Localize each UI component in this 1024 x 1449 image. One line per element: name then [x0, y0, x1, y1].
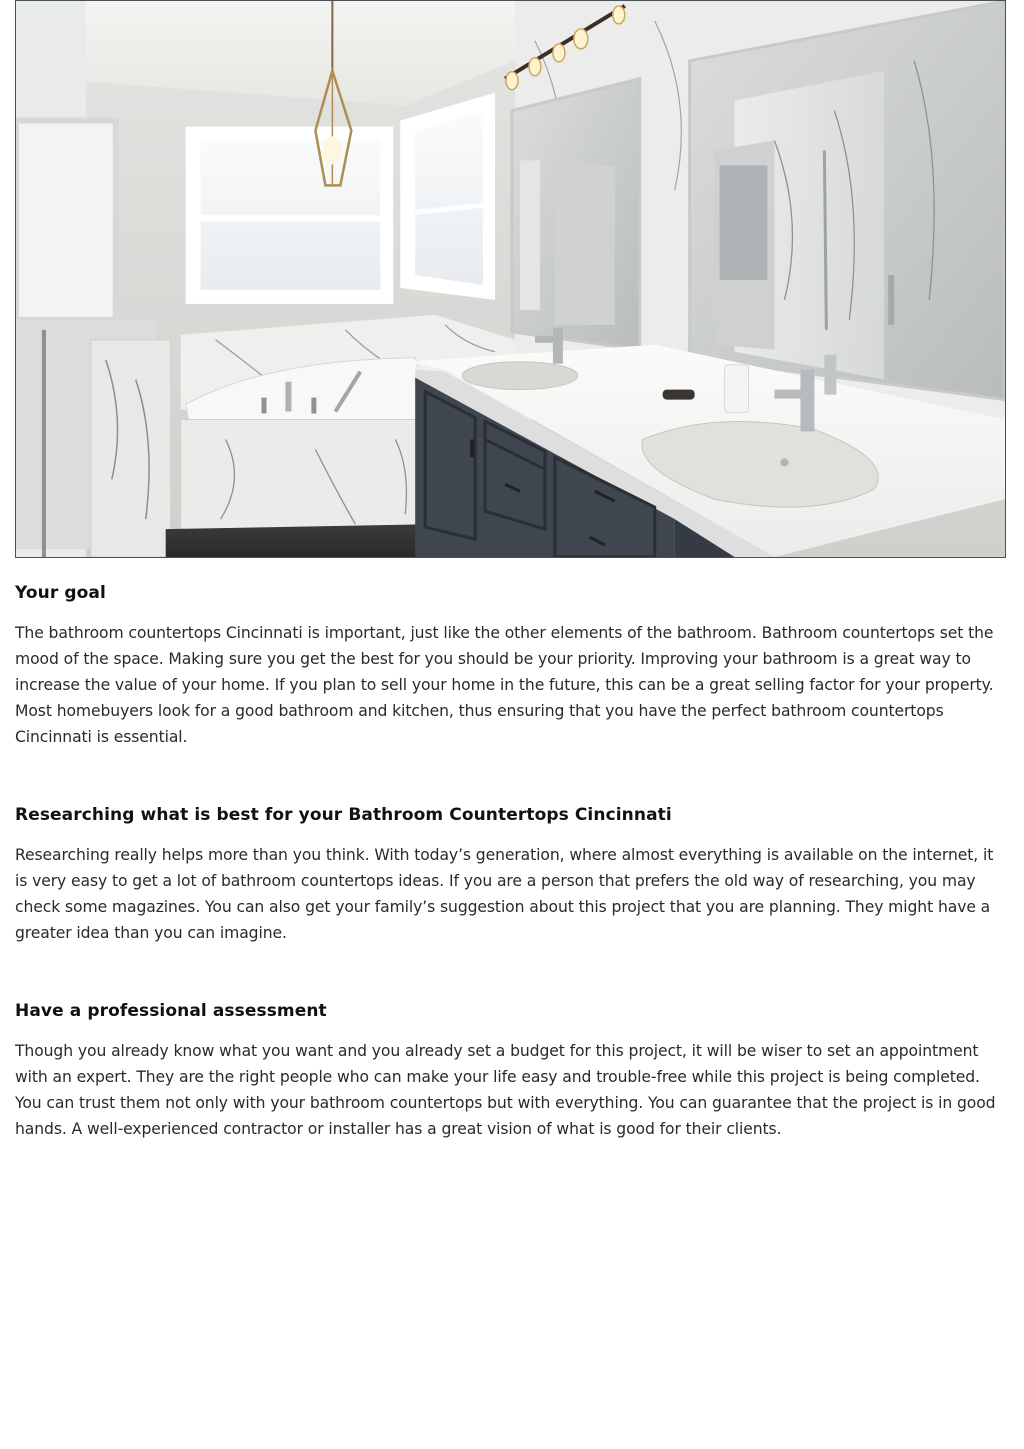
- section-body: Though you already know what you want and you already set a budget for this project, it will be wiser to set an appointment with an expert. They are the right people who can make your life easy and trouble-free while this project is being completed. You can trust them not only with your bathroom countertops but with everything. You can guarantee that the project is in good hands. A well-experienced contractor or installer has a great vision of what is good for their clients.: [15, 1042, 996, 1138]
- section-heading: Researching what is best for your Bathroom Countertops Cincinnati: [15, 805, 672, 825]
- section-researching: [15, 804, 1010, 946]
- section-your-goal: [15, 582, 1010, 750]
- section-body: The bathroom countertops Cincinnati is important, just like the other elements of the bathroom. Bathroom countertops set the mood of the space. Making sure you get the best for you should be your priority. Improving your bathroom is a great way to increase the value of your home. If you plan to sell your home in the future, this can be a great selling factor for your property. Most homebuyers look for a good bathroom and kitchen, thus ensuring that you have the perfect bathroom countertops Cincinnati is essential.: [15, 624, 994, 746]
- section-professional-assessment: [15, 1000, 1010, 1142]
- bathroom-photo: [15, 0, 1006, 558]
- section-body: Researching really helps more than you think. With today’s generation, where almost everything is available on the internet, it is very easy to get a lot of bathroom countertops ideas. If you are a person that prefers the old way of researching, you may check some magazines. You can also get your family’s suggestion about this project that you are planning. They might have a greater idea than you can imagine.: [15, 846, 994, 942]
- section-heading: Have a professional assessment: [15, 1001, 327, 1021]
- section-heading: Your goal: [15, 583, 106, 603]
